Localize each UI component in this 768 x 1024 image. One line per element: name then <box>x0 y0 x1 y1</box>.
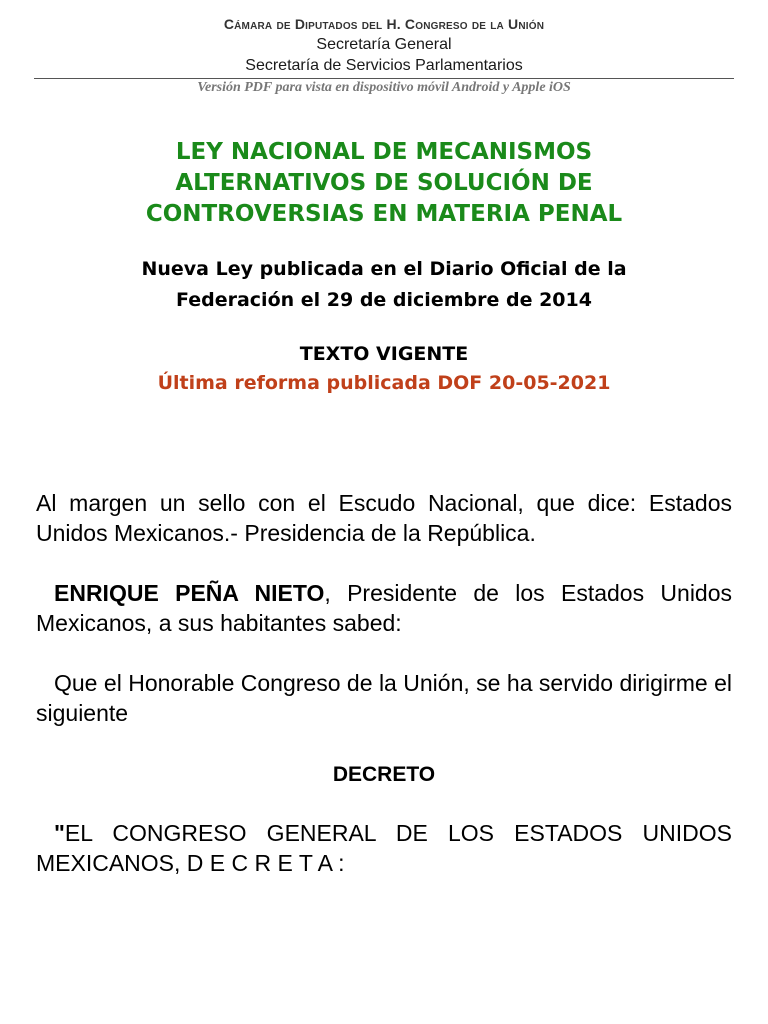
publication-note <box>60 254 708 316</box>
law-title <box>60 137 708 230</box>
publication-line-2: Federación el 29 de diciembre de 2014 <box>176 289 592 311</box>
law-title-line-1: LEY NACIONAL DE MECANISMOS <box>175 139 593 165</box>
version-note: Versión PDF para vista en dispositivo móvil Android y Apple iOS <box>197 80 571 95</box>
document-header <box>0 0 768 97</box>
secretaria-general: Secretaría General <box>316 36 452 53</box>
texto-vigente: TEXTO VIGENTE <box>299 343 469 365</box>
law-title-line-2: ALTERNATIVOS DE SOLUCIÓN DE <box>175 170 593 196</box>
paragraph-decreta-text: EL CONGRESO GENERAL DE LOS ESTADOS UNIDOS MEXICANOS, D E C R E T A : <box>36 820 732 876</box>
paragraph-presidente <box>36 578 732 638</box>
secretaria-servicios: Secretaría de Servicios Parlamentarios <box>245 57 523 74</box>
law-title-line-3: CONTROVERSIAS EN MATERIA PENAL <box>145 201 623 227</box>
paragraph-decreta <box>36 818 732 878</box>
opening-quote: " <box>54 820 65 846</box>
president-name: ENRIQUE PEÑA NIETO <box>54 580 325 606</box>
paragraph-presidente-text: , Presidente de los Estados Unidos Mexicanos, a sus habitantes sabed: <box>36 580 733 636</box>
decreto-heading: DECRETO <box>332 763 436 786</box>
institution-name: Cámara de Diputados del H. Congreso de la Unión <box>223 16 545 32</box>
publication-line-1: Nueva Ley publicada en el Diario Oficial de la <box>141 258 627 280</box>
paragraph-congreso: Que el Honorable Congreso de la Unión, se ha servido dirigirme el siguiente <box>36 670 732 726</box>
ultima-reforma: Última reforma publicada DOF 20-05-2021 <box>157 372 611 394</box>
paragraph-sello: Al margen un sello con el Escudo Nacional, que dice: Estados Unidos Mexicanos.- Presidencia de la República. <box>36 490 732 546</box>
